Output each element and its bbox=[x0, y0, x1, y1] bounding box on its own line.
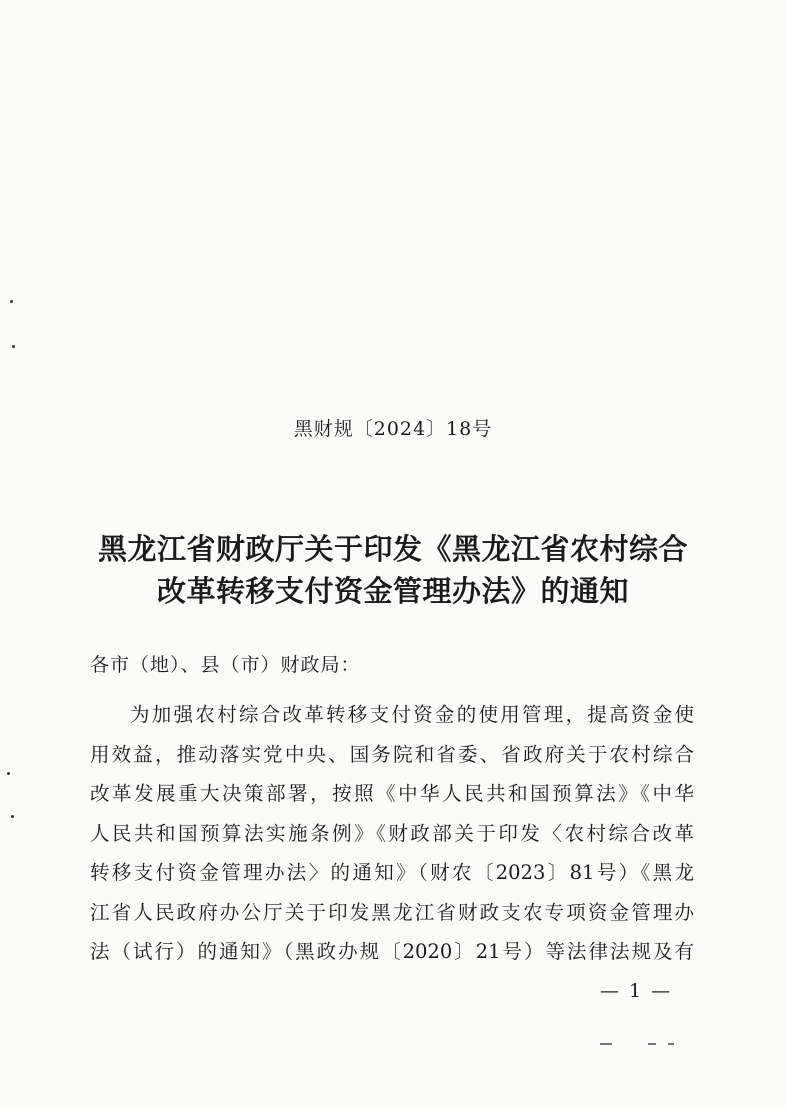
body-line-4: 人民共和国预算法实施条例》《财政部关于印发〈农村综合改革 bbox=[90, 821, 694, 845]
body-line-7: 法（试行）的通知》（黑政办规〔2020〕21号）等法律法规及有 bbox=[90, 940, 694, 963]
body-line-6: 江省人民政府办公厅关于印发黑龙江省财政支农专项资金管理办 bbox=[90, 900, 694, 924]
title-line-2: 改革转移支付资金管理办法》的通知 bbox=[156, 574, 629, 608]
body-line-5: 转移支付资金管理办法〉的通知》（财农〔2023〕81号）《黑龙 bbox=[90, 861, 694, 884]
scan-speck bbox=[7, 772, 10, 775]
document-title bbox=[0, 528, 786, 612]
body-line-1: 为加强农村综合改革转移支付资金的使用管理，提高资金使 bbox=[130, 703, 694, 726]
scan-speck bbox=[12, 345, 15, 348]
title-line-1: 黑龙江省财政厅关于印发《黑龙江省农村综合 bbox=[97, 532, 688, 566]
scan-speck bbox=[10, 300, 13, 303]
salutation: 各市（地）、县（市）财政局： bbox=[90, 654, 361, 676]
scan-mark bbox=[648, 1043, 656, 1045]
page-number: — 1 — bbox=[600, 980, 673, 1002]
body-paragraph bbox=[90, 695, 694, 972]
document-number: 黑财规〔2024〕18号 bbox=[293, 418, 493, 440]
scan-mark bbox=[668, 1043, 674, 1045]
scan-speck bbox=[11, 815, 14, 818]
body-line-2: 用效益，推动落实党中央、国务院和省委、省政府关于农村综合 bbox=[90, 742, 694, 766]
scan-mark bbox=[600, 1043, 612, 1045]
body-line-3: 改革发展重大决策部署，按照《中华人民共和国预算法》《中华 bbox=[90, 782, 694, 805]
